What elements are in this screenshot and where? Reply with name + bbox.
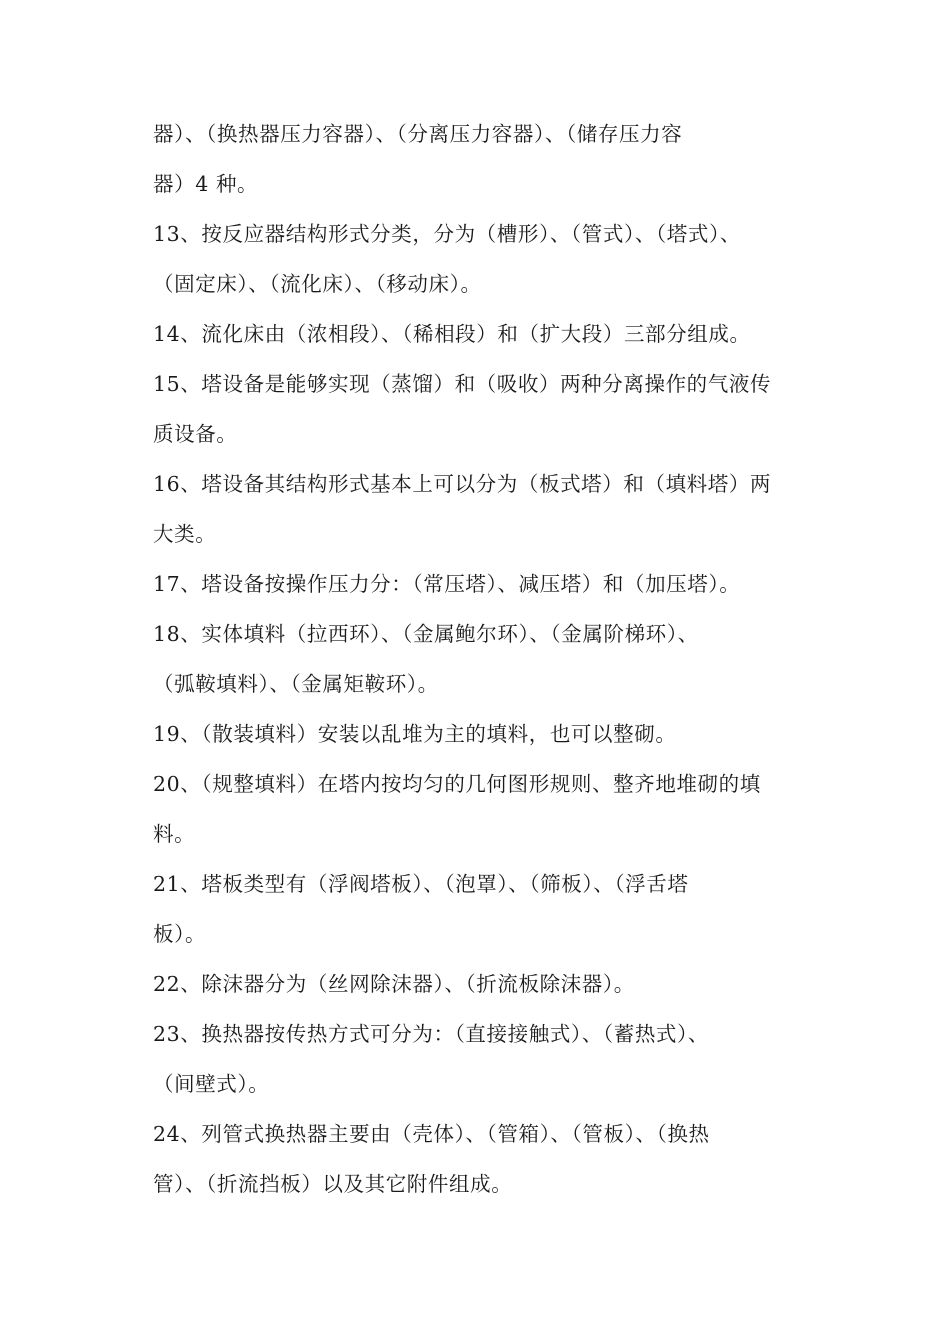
text-line: 管）、（折流挡板）以及其它附件组成。 — [153, 1172, 513, 1196]
text-line: 18、实体填料（拉西环）、（金属鲍尔环）、（金属阶梯环）、 — [153, 622, 699, 646]
text-line: 板）。 — [153, 922, 207, 946]
text-line: 大类。 — [153, 522, 217, 546]
text-line: 16、塔设备其结构形式基本上可以分为（板式塔）和（填料塔）两 — [153, 472, 772, 496]
text-line: 23、换热器按传热方式可分为：（直接接触式）、（蓄热式）、 — [153, 1022, 709, 1046]
text-line: （弧鞍填料）、（金属矩鞍环）。 — [153, 672, 439, 696]
text-line: 24、列管式换热器主要由（壳体）、（管箱）、（管板）、（换热 — [153, 1122, 710, 1146]
text-line: 22、除沫器分为（丝网除沫器）、（折流板除沫器）。 — [153, 972, 635, 996]
text-line: 质设备。 — [153, 422, 238, 446]
text-line: 20、（规整填料）在塔内按均匀的几何图形规则、整齐地堆砌的填 — [153, 772, 761, 796]
text-line: 器）、（换热器压力容器）、（分离压力容器）、（储存压力容 — [153, 122, 683, 146]
text-line: 14、流化床由（浓相段）、（稀相段）和（扩大段）三部分组成。 — [153, 322, 751, 346]
document-body — [153, 116, 823, 1216]
text-line: 21、塔板类型有（浮阀塔板）、（泡罩）、（筛板）、（浮舌塔 — [153, 872, 689, 896]
text-line: 器）4 种。 — [153, 172, 259, 196]
text-line: 13、按反应器结构形式分类，分为（槽形）、（管式）、（塔式）、 — [153, 222, 741, 246]
text-line: （固定床）、（流化床）、（移动床）。 — [153, 272, 482, 296]
text-line: 料。 — [153, 822, 196, 846]
text-line: 15、塔设备是能够实现（蒸馏）和（吸收）两种分离操作的气液传 — [153, 372, 772, 396]
text-line: （间壁式）。 — [153, 1072, 270, 1096]
text-line: 19、（散装填料）安装以乱堆为主的填料，也可以整砌。 — [153, 722, 677, 746]
text-line: 17、塔设备按操作压力分：（常压塔）、减压塔）和（加压塔）。 — [153, 572, 741, 596]
